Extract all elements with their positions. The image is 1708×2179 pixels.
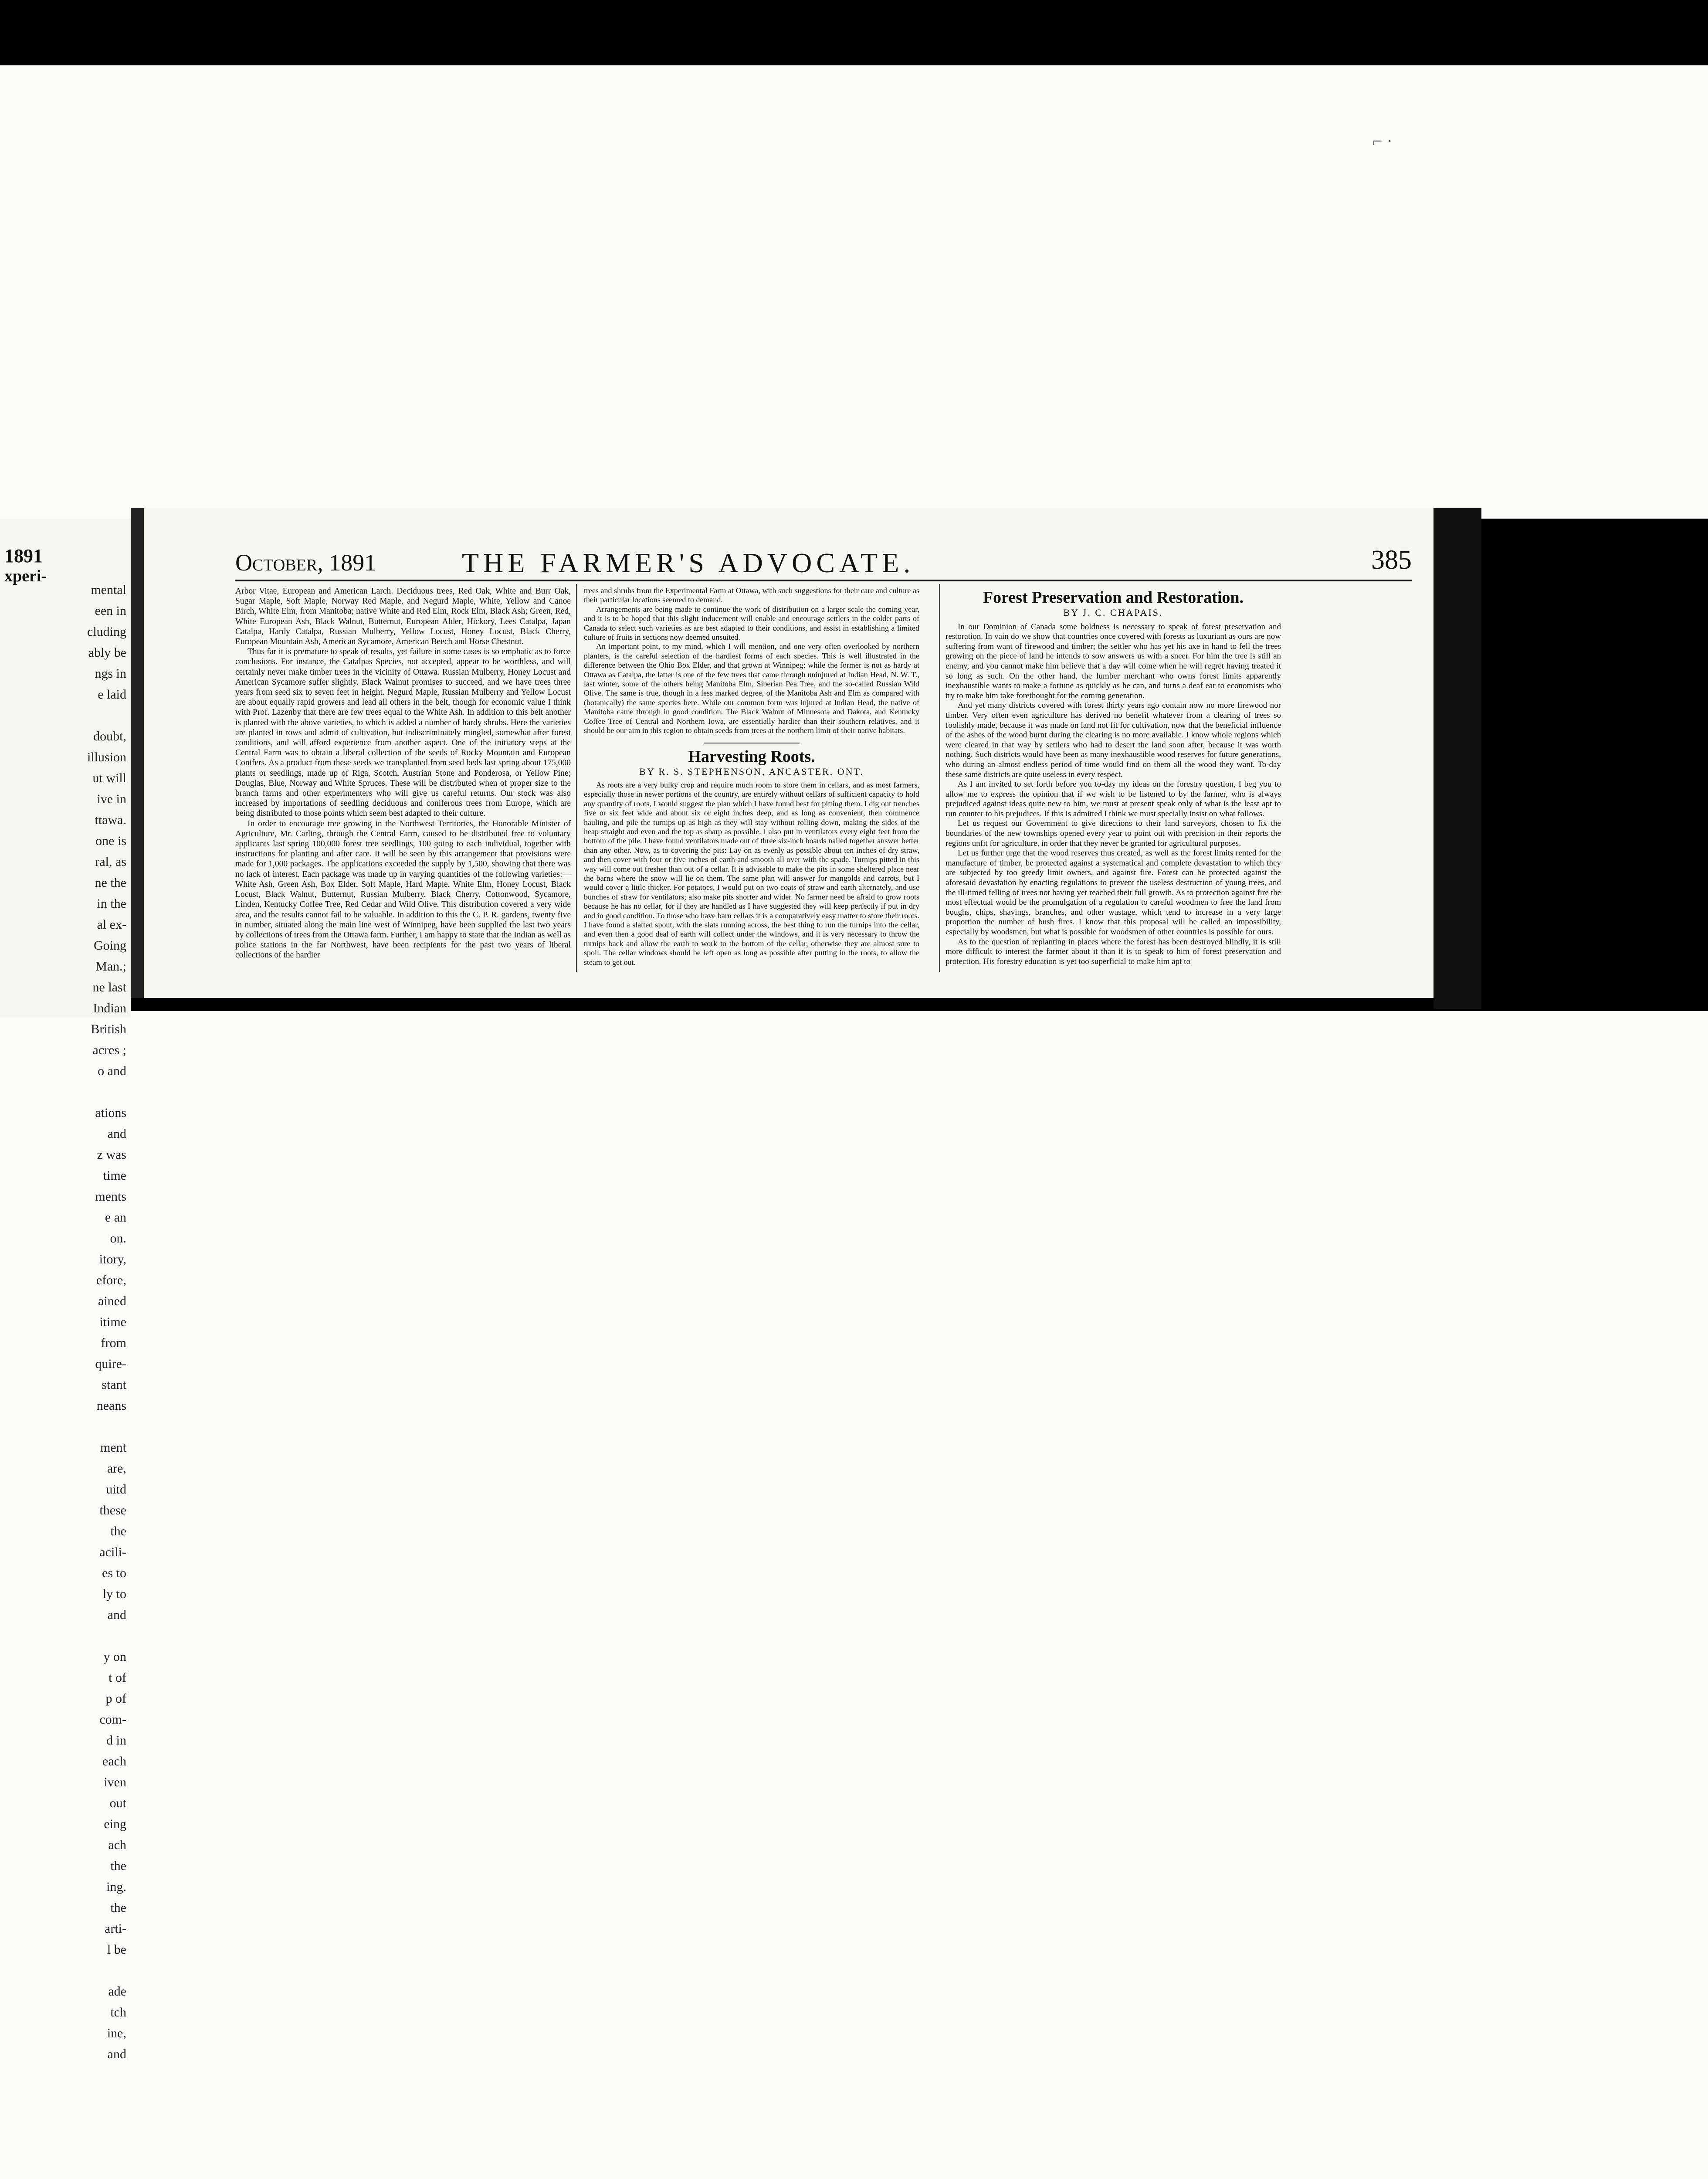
header-rule [235,580,1412,581]
header-title: THE FARMER'S ADVOCATE. [462,547,915,578]
bottom-paper [0,1011,1708,2179]
upper-paper [0,65,1708,519]
paragraph: In our Dominion of Canada some boldness is necessary to speak of forest preservation and restoration. In vain do we show that countries once covered with forests as luxuriant as ours are now suffering from want of firewood and timber; the settler who has yet his axe in hand to fell the trees growing on the piece of land he intends to sow answers us with a sneer. For him the tree is still an enemy, and you cannot make him believe that a day will come when he will regret having treated it so long as such. On the other hand, the lumber merchant who owns forest limits apparently inexhaustible wants to make a fortune as quickly as he can, and turns a deaf ear to economists who try to make him take forethought for the coming generation. [946,622,1281,700]
article-title-forest: Forest Preservation and Restoration. [983,588,1244,607]
left-page-fragments: mental een in cluding ably be ngs in e laid doubt, illusion ut will ive in ttawa. one is ral, as ne the in the al ex- Going Man.; ne last Indian British acres ; o and ations and z was time ments e an on. itory, efore, ained itime from quire- stant neans ment are, uitd these the acili- es to ly to and y on t of p of com- d in each iven out eing ach the ing. the arti- l be ade tch ine, and [87,583,126,2061]
paragraph: As roots are a very bulky crop and require much room to store them in cellars, and as most farmers, especially those in newer portions of the country, are entirely without cellars of sufficient capacity to hold any quantity of roots, I would suggest the plan which I have found best for pitting them. I dig out trenches five or six feet wide and about six or eight inches deep, and as long as convenient, then commence hauling, and pile the turnips up as high as they will stay without rolling down, making the sides of the heap straight and even and the top as sharp as possible. I also put in ventilators every eight feet from the bottom of the pile. I have found ventilators made out of three six-inch boards nailed together answer better than any other. Now, as to covering the pits: Lay on as evenly as possible about ten inches of dry straw, and then cover with four or five inches of earth and smooth all over with the spade. Turnips pitted in this way will come out fresher than out of a cellar. It is advisable to make the pits in some sheltered place near the barns where the snow will lie on them. The same plan will answer for mangolds and carrots, but I would cover a little thicker. For potatoes, I would put on two coats of straw and earth alternately, and use bunches of straw for ventilators; also make pits shorter and wider. No farmer need be afraid to grow roots because he has no cellar, for if they are handled as I have suggested they will keep perfectly if put in dry and in good condition. To those who have barn cellars it is a comparatively easy matter to store their roots. I have found a slatted spout, with the slats running across, the best thing to run the turnips into the cellar, and even then a good deal of earth will collect under the windows, and it is very necessary to throw the turnips back and allow the earth to work to the bottom of the cellar, otherwise they are almost sure to spoil. The cellar windows should be left open as long as possible after putting in the roots, to allow the steam to get out. [584,780,919,967]
page-header [235,538,1412,577]
left-page-heading: xperi- [4,567,47,585]
paragraph: As I am invited to set forth before you to-day my ideas on the forestry question, I beg you to allow me to express the opinion that if we wish to be listened to by the farmer, who is always prejudiced against ideas quite new to him, we must at present speak only of what is the least apt to run counter to his prejudices. If this is admitted I think we must specially insist on what follows. [946,780,1281,818]
header-page-number: 385 [1371,545,1412,575]
paragraph: Thus far it is premature to speak of results, yet failure in some cases is so emphatic as to force conclusions. For instance, the Catalpas Species, not accepted, appear to be worthless, and will certainly never make timber trees in the vicinity of Ottawa. Russian Mulberry, Honey Locust and American Sycamore suffer slightly. Black Walnut promises to succeed, and we have trees three years from seed six to seven feet in height. Negurd Maple, Russian Mulberry and Yellow Locust are about equally rapid growers and lead all others in the belt, though for economic value I think with Prof. Lazenby that there are few trees equal to the White Ash. In addition to this belt another is planted with the above varieties, to which is added a number of hardy shrubs. Here the varieties are planted in rows and admit of cultivation, but indiscriminately mingled, somewhat after forest conditions, and will afford experience from another aspect. One of the initiatory steps at the Central Farm was to obtain a liberal collection of the seeds of Rocky Mountain and European Conifers. As a product from these seeds we transplanted from seed beds last spring about 175,000 plants or seedlings, made up of Riga, Scotch, Austrian Stone and Ponderosa, or Yellow Pine; Douglas, Blue, Norway and White Spruces. These will be distributed when of proper size to the branch farms and other experimenters who will give us careful returns. Our stock was also increased by importations of seedling deciduous and coniferous trees from Europe, which are being distributed to those points which seem best adapted to their culture. [235,647,571,818]
paragraph: trees and shrubs from the Experimental Farm at Ottawa, with such suggestions for their care and culture as their particular locations seemed to demand. [584,586,919,604]
paragraph: And yet many districts covered with forest thirty years ago contain now no more firewood nor timber. Very often even agriculture has derived no benefit whatever from a clearing of trees so foolishly made, because it was made on land not fit for cultivation, now that the beneficial influence of the ashes of the wood burnt during the clearing is no more available. I know whole regions which were cleared in that way by settlers who had to desert the land soon after, because it was worth nothing. Such districts would have been as many inexhaustible wood reserves for future generations, who during an almost endless period of time would find on them all the wood they want. To-day these same districts are quite useless in every respect. [946,701,1281,779]
paragraph: An important point, to my mind, which I will mention, and one very often overlooked by northern planters, is the careful selection of the hardiest forms of each species. This is well illustrated in the difference between the Ohio Box Elder, and that grown at Winnipeg; while the former is not as hardy at Ottawa as Catalpa, the latter is one of the few trees that came through uninjured at Indian Head, N. W. T., last winter, some of the others being Manitoba Elm, Siberian Pea Tree, and the so-called Russian Wild Olive. The same is true, though in a less marked degree, of the Manitoba Ash and Elm as compared with (botanically) the same species here. While our common form was injured at Indian Head, the native of Manitoba came through in good condition. The Black Walnut of Minnesota and Dakota, and Kentucky Coffee Tree of Central and Northern Iowa, are essentially hardier than their southern relatives, and it should be our aim in this region to obtain seeds from trees at the northern limit of their native habitats. [584,642,919,735]
paragraph: Let us request our Government to give directions to their land surveyors, chosen to fix the boundaries of the new townships opened every year to point out with precision in their reports the regions unfit for agriculture, in order that they never be granted for agricultural purposes. [946,819,1281,848]
page-gutter [131,508,144,998]
header-date: October, 1891 [235,550,376,576]
paragraph: In order to encourage tree growing in the Northwest Territories, the Honorable Minister of Agriculture, Mr. Carling, through the Central Farm, caused to be distributed free to voluntary applicants last spring 100,000 forest tree seedlings, 100 going to each individual, together with instructions for planting and after care. It will be seen by this arrangement that provisions were made for 1,000 packages. The applications exceeded the supply by 1,500, showing that there was no lack of interest. Each package was made up in varying quantities of the following varieties:—White Ash, Green Ash, Box Elder, Soft Maple, Hard Maple, White Elm, Honey Locust, Black Locust, Black Walnut, Butternut, Russian Mulberry, Black Cherry, Cottonwood, Sycamore, Linden, Kentucky Coffee Tree, Red Cedar and Wild Olive. This distribution covered a very wide area, and the results cannot fail to be valuable. In addition to this the C. P. R. gardens, twenty five in number, situated along the main line west of Winnipeg, have been supplied the last two years by collections of trees from the Ottawa farm. Further, I am happy to state that the Indian as well as police stations in the far Northwest, have been recipients for the past two years of liberal collections of the hardier [235,819,571,960]
paragraph: Let us further urge that the wood reserves thus created, as well as the forest limits rented for the manufacture of timber, be protected against a systematical and complete devastation to which they are subjected by too greedy limit owners, and against fire. Forest can be protected against the aforesaid devastation by enacting regulations to prevent the useless destruction of young trees, and the ill-timed felling of trees not having yet reached their full growth. As to protection against fire the most effectual would be the promulgation of a regulation to careful woodmen to free the land from boughs, chips, shavings, branches, and other wastage, which tend to increase in a very large proportion the number of bush fires. I know that this proposal will be called an impossibility, especially by woodsmen, but what is possible for woodsmen of other countries is possible for ours. [946,849,1281,937]
article-title-harvesting: Harvesting Roots. [688,747,815,766]
article-byline-harvesting: BY R. S. STEPHENSON, ANCASTER, ONT. [639,766,864,777]
column-rule [576,584,577,972]
stray-marks: ⌐ · [1372,131,1393,151]
paragraph: As to the question of replanting in places where the forest has been destroyed blindly, it is still more difficult to interest the farmer about it than it is to speak to him of forest preservation and protection. His forestry education is yet too superficial to make him apt to [946,937,1281,966]
column-rule [939,584,940,972]
paragraph: Arrangements are being made to continue the work of distribution on a larger scale the coming year, and it is to be hoped that this slight inducement will enable and encourage settlers in the colder parts of Canada to select such varieties as are best adapted to their conditions, and assist in establishing a limited culture of fruits in sections now deemed unsuited. [584,604,919,642]
column-3 [946,586,1281,967]
paragraph: Arbor Vitae, European and American Larch. Deciduous trees, Red Oak, White and Burr Oak, Sugar Maple, Soft Maple, Norway Red Maple, and Negurd Maple, White, Yellow and Canoe Birch, White Elm, from Manitoba; native White and Red Elm, Rock Elm, Black Ash; Green, Red, White European Ash, Black Walnut, Butternut, European Alder, Hickory, Lees Catalpa, Japan Catalpa, Hardy Catalpa, Russian Mulberry, Yellow Locust, Honey Locust, Black Cherry, European Mountain Ash, American Sycamore, American Beech and Horse Chestnut. [235,587,571,647]
left-page-header: 1891 [4,545,43,567]
article-byline-forest: BY J. C. CHAPAIS. [1063,607,1163,618]
column-1 [235,586,571,961]
column-2 [584,586,919,967]
page-edge-shadow [1434,508,1481,1009]
